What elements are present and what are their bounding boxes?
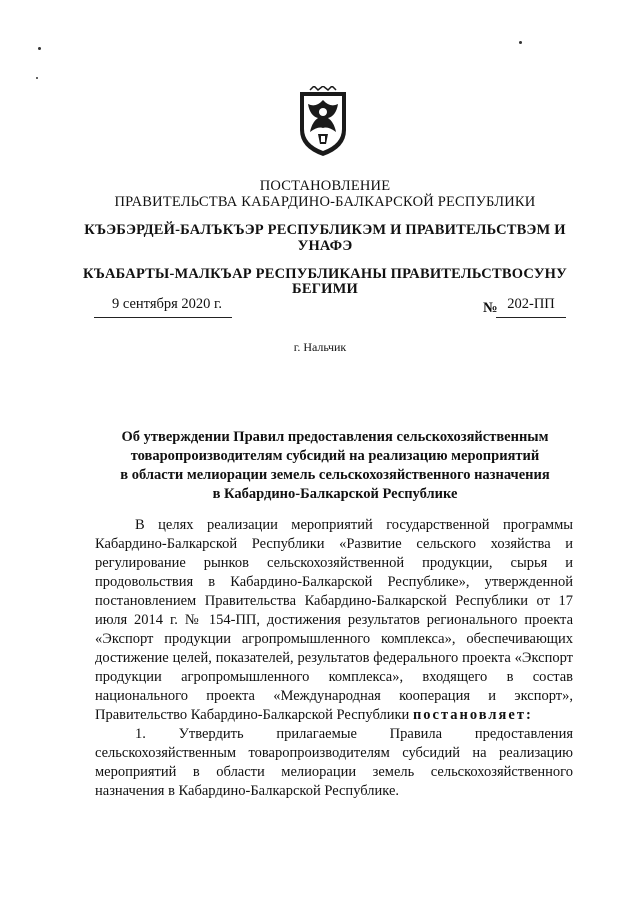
government-name-balkar-line2: БЕГИМИ: [292, 281, 358, 297]
decree-word: постановляет:: [412, 707, 533, 723]
number-underline: [496, 317, 566, 318]
coat-of-arms-emblem: [296, 86, 350, 158]
scan-speck: [36, 77, 38, 79]
scan-speck: [38, 47, 41, 50]
city: г. Нальчик: [293, 340, 347, 354]
item-1-paragraph: 1. Утвердить прилагаемые Правила предоставления сельскохозяйственным товаропроизводителям субсидий на реализацию мероприятий в области мелиорации земель сельскохозяйственного назначения в Кабардино-Балкарской Республике.: [95, 726, 573, 799]
title-line: в области мелиорации земель сельскохозяйственного назначения: [120, 467, 550, 483]
document-title: [95, 428, 575, 504]
title-line: в Кабардино-Балкарской Республике: [212, 486, 458, 502]
title-line: Об утверждении Правил предоставления сельскохозяйственным: [121, 429, 549, 445]
document-date: 9 сентября 2020 г.: [112, 296, 222, 312]
government-name-balkar-line1: КЪАБАРТЫ-МАЛКЪАР РЕСПУБЛИКАНЫ ПРАВИТЕЛЬСТВОСУНУ: [83, 266, 567, 282]
preamble-paragraph: [95, 516, 573, 725]
title-line: товаропроизводителям субсидий на реализацию мероприятий: [130, 448, 540, 464]
scan-speck: [519, 41, 522, 44]
government-name-ru: ПРАВИТЕЛЬСТВА КАБАРДИНО-БАЛКАРСКОЙ РЕСПУБЛИКИ: [114, 194, 536, 210]
date-underline: [94, 317, 232, 318]
number-sign: №: [483, 300, 498, 316]
document-number: 202-ПП: [507, 296, 555, 312]
document-body: [95, 516, 573, 801]
government-name-kabardian-line2: УНАФЭ: [297, 238, 353, 254]
preamble-text: В целях реализации мероприятий государственной программы Кабардино-Балкарской Республики «Развитие сельского хозяйства и регулирование рынков сельскохозяйственной продукции, сырья и продовольствия в Кабардино-Балкарской Республике», утвержденной постановлением Правительства Кабардино-Балкарской Республики от 17 июля 2014 г. № 154-ПП, достижения результатов регионального проекта «Экспорт продукции агропромышленного комплекса», обеспечивающих достижение целей, показателей, результатов федерального проекта «Экспорт продукции агропромышленного комплекса», входящего в состав национального проекта «Международная кооперация и экспорт», Правительство Кабардино-Балкарской Республики: [95, 517, 573, 723]
doc-type: ПОСТАНОВЛЕНИЕ: [259, 178, 391, 194]
government-name-kabardian-line1: КЪЭБЭРДЕЙ-БАЛЪКЪЭР РЕСПУБЛИКЭМ И ПРАВИТЕЛЬСТВЭМ И: [84, 222, 566, 238]
